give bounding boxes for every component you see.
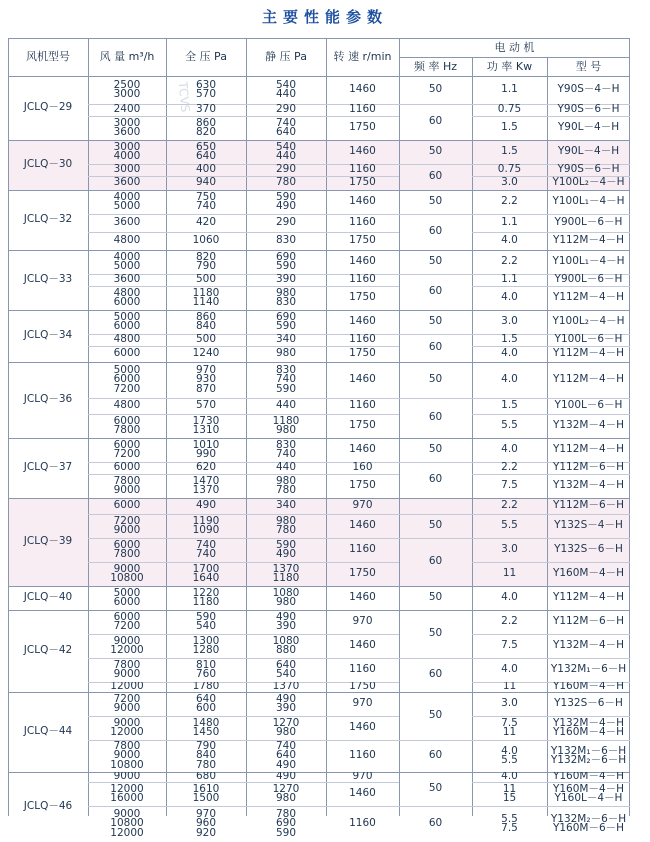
fan-model-cell: JCLQ－36 bbox=[23, 393, 73, 406]
total-pressure-cell: 640 600 bbox=[195, 692, 217, 714]
power-cell: 2.2 bbox=[501, 462, 518, 474]
power-cell: 2.2 bbox=[501, 499, 518, 512]
speed-cell: 1160 bbox=[349, 749, 376, 762]
motor-type-cell: Y90L－4－H bbox=[557, 121, 620, 134]
power-cell: 2.2 bbox=[501, 615, 518, 628]
speed-cell: 160 bbox=[352, 462, 373, 474]
speed-cell: 1750 bbox=[349, 419, 376, 432]
motor-type-cell: Y90S－6－H bbox=[557, 164, 620, 176]
speed-cell: 1750 bbox=[349, 347, 376, 360]
total-pressure-cell: 940 bbox=[195, 176, 217, 189]
motor-type-cell: Y160M－4－H bbox=[552, 682, 625, 692]
motor-type-cell: Y112M－4－H bbox=[552, 373, 625, 386]
motor-type-cell: Y132M₂－6－H Y160M－6－H bbox=[550, 812, 627, 834]
total-pressure-cell: 1060 bbox=[192, 234, 220, 247]
airflow-cell: 7800 9000 10800 bbox=[110, 740, 144, 771]
static-pressure-cell: 640 540 bbox=[275, 658, 297, 680]
fan-model-cell: JCLQ－29 bbox=[23, 101, 73, 114]
frequency-cell: 50 bbox=[428, 195, 443, 208]
power-cell: 4.0 bbox=[501, 663, 518, 676]
speed-cell: 970 bbox=[352, 772, 373, 782]
airflow-cell: 2500 3000 bbox=[113, 78, 141, 100]
static-pressure-cell: 490 390 bbox=[275, 692, 297, 714]
total-pressure-cell: 500 bbox=[195, 274, 217, 286]
airflow-cell: 3600 bbox=[113, 176, 141, 189]
static-pressure-cell: 830 740 bbox=[275, 438, 297, 460]
frequency-cell: 50 bbox=[428, 83, 443, 96]
power-cell: 4.0 bbox=[501, 234, 518, 247]
airflow-cell: 7800 9000 bbox=[113, 658, 141, 680]
speed-cell: 1460 bbox=[349, 787, 376, 800]
motor-type-cell: Y160M－4－H Y160L－4－H bbox=[552, 782, 625, 804]
airflow-cell: 4800 bbox=[113, 399, 141, 412]
total-pressure-cell: 370 bbox=[195, 104, 217, 116]
total-pressure-cell: 1300 1280 bbox=[192, 634, 220, 656]
static-pressure-cell: 1270 980 bbox=[272, 716, 300, 738]
static-pressure-cell: 540 440 bbox=[275, 78, 297, 100]
power-cell: 7.5 bbox=[501, 639, 518, 652]
frequency-cell: 50 bbox=[428, 782, 443, 795]
airflow-cell: 6000 bbox=[113, 499, 141, 512]
total-pressure-cell: 1470 1370 bbox=[192, 474, 220, 496]
power-cell: 4.0 bbox=[501, 347, 518, 360]
power-cell: 0.75 bbox=[497, 164, 522, 176]
airflow-cell: 6000 7200 bbox=[113, 610, 141, 632]
motor-type-cell: Y132M₁－6－H Y132M₂－6－H bbox=[550, 744, 627, 766]
airflow-cell: 9000 10800 12000 bbox=[110, 807, 144, 839]
fan-model-cell: JCLQ－46 bbox=[23, 800, 73, 813]
static-pressure-cell: 490 390 bbox=[275, 610, 297, 632]
motor-type-cell: Y160M－4－H bbox=[552, 567, 625, 580]
power-cell: 7.5 11 bbox=[501, 716, 518, 738]
motor-type-cell: Y100L－6－H bbox=[554, 399, 623, 412]
speed-cell: 1750 bbox=[349, 479, 376, 492]
total-pressure-cell: 750 740 bbox=[195, 190, 217, 212]
static-pressure-cell: 1370 1180 bbox=[272, 562, 300, 584]
motor-type-cell: Y112M－4－H bbox=[552, 347, 625, 360]
motor-type-cell: Y132S－4－H bbox=[554, 519, 623, 532]
speed-cell: 1460 bbox=[349, 83, 376, 96]
power-cell: 3.0 bbox=[501, 315, 518, 328]
power-cell: 1.1 bbox=[501, 216, 518, 229]
speed-cell: 970 bbox=[352, 499, 373, 512]
static-pressure-cell: 590 490 bbox=[275, 538, 297, 560]
airflow-cell: 6000 bbox=[113, 462, 141, 474]
motor-type-cell: Y132M－4－H bbox=[552, 419, 625, 432]
airflow-cell: 4000 5000 bbox=[113, 250, 141, 272]
motor-type-cell: Y112M－4－H bbox=[552, 443, 625, 456]
motor-type-cell: Y132S－6－H bbox=[554, 697, 623, 710]
speed-cell: 1460 bbox=[349, 591, 376, 604]
airflow-cell: 3600 bbox=[113, 274, 141, 286]
power-cell: 2.2 bbox=[501, 195, 518, 208]
power-cell: 1.1 bbox=[501, 83, 518, 96]
power-cell: 5.5 bbox=[501, 519, 518, 532]
total-pressure-cell: 970 960 920 bbox=[195, 807, 217, 839]
motor-type-cell: Y112M－6－H bbox=[552, 499, 625, 512]
frequency-cell: 50 bbox=[428, 145, 443, 158]
frequency-cell: 50 bbox=[428, 315, 443, 328]
total-pressure-cell: 570 bbox=[195, 399, 217, 412]
motor-type-cell: Y100L₁－4－H bbox=[552, 255, 625, 268]
header-static-pressure: 静 压 Pa bbox=[265, 50, 307, 64]
static-pressure-cell: 440 bbox=[275, 399, 297, 412]
motor-type-cell: Y90S－4－H bbox=[557, 83, 620, 96]
airflow-cell: 6000 7800 bbox=[113, 414, 141, 436]
static-pressure-cell: 980 780 bbox=[275, 514, 297, 536]
header-speed: 转 速 r/min bbox=[333, 50, 392, 64]
header-total-pressure: 全 压 Pa bbox=[185, 50, 227, 64]
speed-cell: 1460 bbox=[349, 255, 376, 268]
static-pressure-cell: 740 640 bbox=[275, 116, 297, 138]
speed-cell: 1460 bbox=[349, 639, 376, 652]
performance-table bbox=[8, 38, 630, 839]
power-cell: 5.5 bbox=[501, 419, 518, 432]
power-cell: 5.5 7.5 bbox=[501, 812, 518, 834]
airflow-cell: 9000 bbox=[113, 772, 141, 782]
frequency-cell: 60 bbox=[428, 555, 443, 568]
airflow-cell: 6000 7800 bbox=[113, 538, 141, 560]
static-pressure-cell: 1080 880 bbox=[272, 634, 300, 656]
power-cell: 3.0 bbox=[501, 176, 518, 189]
speed-cell: 1160 bbox=[349, 543, 376, 556]
speed-cell: 1460 bbox=[349, 145, 376, 158]
total-pressure-cell: 810 760 bbox=[195, 658, 217, 680]
airflow-cell: 12000 bbox=[110, 682, 144, 692]
fan-model-cell: JCLQ－42 bbox=[23, 644, 73, 657]
power-cell: 4.0 bbox=[501, 373, 518, 386]
fan-model-cell: JCLQ－32 bbox=[23, 213, 73, 226]
motor-type-cell: Y900L－6－H bbox=[554, 274, 623, 286]
motor-type-cell: Y100L－6－H bbox=[554, 334, 623, 346]
total-pressure-cell: 1220 1180 bbox=[192, 586, 220, 608]
frequency-cell: 60 bbox=[428, 668, 443, 681]
airflow-cell: 6000 bbox=[113, 347, 141, 360]
frequency-cell: 50 bbox=[428, 627, 443, 640]
motor-type-cell: Y112M－6－H bbox=[552, 462, 625, 474]
frequency-cell: 60 bbox=[428, 411, 443, 424]
watermark: TCVS bbox=[175, 81, 193, 113]
power-cell: 7.5 bbox=[501, 479, 518, 492]
speed-cell: 1160 bbox=[349, 164, 376, 176]
header-airflow: 风 量 m³/h bbox=[99, 50, 155, 64]
power-cell: 11 15 bbox=[502, 782, 517, 804]
static-pressure-cell: 980 830 bbox=[275, 286, 297, 308]
speed-cell: 1460 bbox=[349, 519, 376, 532]
speed-cell: 1160 bbox=[349, 104, 376, 116]
total-pressure-cell: 590 540 bbox=[195, 610, 217, 632]
speed-cell: 1460 bbox=[349, 315, 376, 328]
total-pressure-cell: 630 570 bbox=[195, 78, 217, 100]
motor-type-cell: Y100L₂－4－H bbox=[552, 176, 625, 189]
frequency-cell: 60 bbox=[428, 225, 443, 238]
power-cell: 1.5 bbox=[501, 121, 518, 134]
airflow-cell: 2400 bbox=[113, 104, 141, 116]
motor-type-cell: Y132M₁－6－H bbox=[550, 663, 627, 676]
power-cell: 4.0 bbox=[501, 291, 518, 304]
static-pressure-cell: 290 bbox=[275, 216, 297, 229]
speed-cell: 1750 bbox=[349, 682, 376, 692]
speed-cell: 970 bbox=[352, 615, 373, 628]
frequency-cell: 60 bbox=[428, 341, 443, 354]
fan-model-cell: JCLQ－37 bbox=[23, 461, 73, 474]
airflow-cell: 4800 bbox=[113, 234, 141, 247]
airflow-cell: 12000 16000 bbox=[110, 782, 144, 804]
motor-type-cell: Y132M－4－H Y160M－4－H bbox=[552, 716, 625, 738]
frequency-cell: 60 bbox=[428, 817, 443, 830]
total-pressure-cell: 650 640 bbox=[195, 140, 217, 162]
motor-type-cell: Y100L₂－4－H bbox=[552, 315, 625, 328]
motor-type-cell: Y900L－6－H bbox=[554, 216, 623, 229]
airflow-cell: 3600 bbox=[113, 216, 141, 229]
power-cell: 11 bbox=[502, 682, 517, 692]
total-pressure-cell: 790 840 780 bbox=[195, 740, 217, 771]
fan-model-cell: JCLQ－44 bbox=[23, 725, 73, 738]
airflow-cell: 6000 7200 bbox=[113, 438, 141, 460]
motor-type-cell: Y100L₁－4－H bbox=[552, 195, 625, 208]
total-pressure-cell: 490 bbox=[195, 499, 217, 512]
speed-cell: 1750 bbox=[349, 291, 376, 304]
airflow-cell: 7800 9000 bbox=[113, 474, 141, 496]
airflow-cell: 5000 6000 bbox=[113, 586, 141, 608]
total-pressure-cell: 820 790 bbox=[195, 250, 217, 272]
motor-type-cell: Y132M－4－H bbox=[552, 639, 625, 652]
airflow-cell: 9000 10800 bbox=[110, 562, 144, 584]
motor-type-cell: Y112M－4－H bbox=[552, 291, 625, 304]
power-cell: 3.0 bbox=[501, 543, 518, 556]
total-pressure-cell: 860 840 bbox=[195, 310, 217, 332]
frequency-cell: 60 bbox=[428, 285, 443, 298]
total-pressure-cell: 680 bbox=[195, 772, 217, 782]
motor-type-cell: Y160M－4－H bbox=[552, 772, 625, 782]
total-pressure-cell: 740 740 bbox=[195, 538, 217, 560]
static-pressure-cell: 780 bbox=[275, 176, 297, 189]
power-cell: 1.5 bbox=[501, 145, 518, 158]
static-pressure-cell: 290 bbox=[275, 104, 297, 116]
frequency-cell: 50 bbox=[428, 709, 443, 722]
fan-model-cell: JCLQ－39 bbox=[23, 535, 73, 548]
fan-model-cell: JCLQ－33 bbox=[23, 273, 73, 286]
header-frequency: 频 率 Hz bbox=[413, 59, 458, 73]
power-cell: 4.0 bbox=[501, 443, 518, 456]
static-pressure-cell: 590 490 bbox=[275, 190, 297, 212]
total-pressure-cell: 860 820 bbox=[195, 116, 217, 138]
total-pressure-cell: 1480 1450 bbox=[192, 716, 220, 738]
power-cell: 4.0 5.5 bbox=[501, 744, 518, 766]
total-pressure-cell: 1190 1090 bbox=[192, 514, 220, 536]
speed-cell: 1460 bbox=[349, 373, 376, 386]
power-cell: 4.0 bbox=[501, 591, 518, 604]
total-pressure-cell: 970 930 870 bbox=[195, 363, 217, 395]
static-pressure-cell: 1270 980 bbox=[272, 782, 300, 804]
power-cell: 2.2 bbox=[501, 255, 518, 268]
static-pressure-cell: 980 bbox=[275, 347, 297, 360]
fan-model-cell: JCLQ－30 bbox=[23, 158, 73, 171]
static-pressure-cell: 980 780 bbox=[275, 474, 297, 496]
motor-type-cell: Y90L－4－H bbox=[557, 145, 620, 158]
speed-cell: 1750 bbox=[349, 121, 376, 134]
power-cell: 0.75 bbox=[497, 104, 522, 116]
static-pressure-cell: 340 bbox=[275, 334, 297, 346]
total-pressure-cell: 1700 1640 bbox=[192, 562, 220, 584]
speed-cell: 1160 bbox=[349, 817, 376, 830]
airflow-cell: 7200 9000 bbox=[113, 514, 141, 536]
total-pressure-cell: 1240 bbox=[192, 347, 220, 360]
speed-cell: 1460 bbox=[349, 721, 376, 734]
power-cell: 11 bbox=[502, 567, 517, 580]
power-cell: 1.5 bbox=[501, 334, 518, 346]
page-title: 主要性能参数 bbox=[261, 8, 388, 26]
speed-cell: 1160 bbox=[349, 216, 376, 229]
total-pressure-cell: 420 bbox=[195, 216, 217, 229]
total-pressure-cell: 1780 bbox=[192, 682, 220, 692]
header-model: 风机型号 bbox=[26, 50, 70, 64]
airflow-cell: 4000 5000 bbox=[113, 190, 141, 212]
static-pressure-cell: 1180 980 bbox=[272, 414, 300, 436]
airflow-cell: 3000 3600 bbox=[113, 116, 141, 138]
airflow-cell: 7200 9000 bbox=[113, 692, 141, 714]
static-pressure-cell: 780 690 590 bbox=[275, 807, 297, 839]
motor-type-cell: Y112M－4－H bbox=[552, 591, 625, 604]
speed-cell: 1750 bbox=[349, 567, 376, 580]
static-pressure-cell: 390 bbox=[275, 274, 297, 286]
power-cell: 4.0 bbox=[501, 772, 518, 782]
header-power: 功 率 Kw bbox=[486, 59, 533, 73]
static-pressure-cell: 490 bbox=[275, 772, 297, 782]
motor-type-cell: Y132S－6－H bbox=[554, 543, 623, 556]
frequency-cell: 50 bbox=[428, 519, 443, 532]
speed-cell: 1750 bbox=[349, 234, 376, 247]
airflow-cell: 3000 4000 bbox=[113, 140, 141, 162]
speed-cell: 970 bbox=[352, 697, 373, 710]
power-cell: 1.1 bbox=[501, 274, 518, 286]
airflow-cell: 9000 12000 bbox=[110, 716, 144, 738]
static-pressure-cell: 290 bbox=[275, 164, 297, 176]
header-motor: 电 动 机 bbox=[494, 40, 535, 54]
static-pressure-cell: 740 640 490 bbox=[275, 740, 297, 771]
total-pressure-cell: 620 bbox=[195, 462, 217, 474]
airflow-cell: 4800 6000 bbox=[113, 286, 141, 308]
static-pressure-cell: 830 740 590 bbox=[275, 363, 297, 395]
speed-cell: 1160 bbox=[349, 274, 376, 286]
header-motor-type: 型 号 bbox=[575, 59, 602, 73]
power-cell: 1.5 bbox=[501, 399, 518, 412]
frequency-cell: 50 bbox=[428, 591, 443, 604]
static-pressure-cell: 1370 bbox=[272, 682, 300, 692]
airflow-cell: 3000 bbox=[113, 164, 141, 176]
static-pressure-cell: 830 bbox=[275, 234, 297, 247]
static-pressure-cell: 540 440 bbox=[275, 140, 297, 162]
motor-type-cell: Y112M－6－H bbox=[552, 615, 625, 628]
total-pressure-cell: 1610 1500 bbox=[192, 782, 220, 804]
static-pressure-cell: 690 590 bbox=[275, 250, 297, 272]
total-pressure-cell: 1010 990 bbox=[192, 438, 220, 460]
airflow-cell: 9000 12000 bbox=[110, 634, 144, 656]
frequency-cell: 60 bbox=[428, 749, 443, 762]
static-pressure-cell: 440 bbox=[275, 462, 297, 474]
speed-cell: 1160 bbox=[349, 334, 376, 346]
motor-type-cell: Y90S－6－H bbox=[557, 104, 620, 116]
power-cell: 3.0 bbox=[501, 697, 518, 710]
total-pressure-cell: 1730 1310 bbox=[192, 414, 220, 436]
motor-type-cell: Y132M－4－H bbox=[552, 479, 625, 492]
airflow-cell: 5000 6000 7200 bbox=[113, 363, 141, 395]
static-pressure-cell: 690 590 bbox=[275, 310, 297, 332]
frequency-cell: 60 bbox=[428, 473, 443, 486]
frequency-cell: 50 bbox=[428, 373, 443, 386]
frequency-cell: 50 bbox=[428, 443, 443, 456]
total-pressure-cell: 1180 1140 bbox=[192, 286, 220, 308]
speed-cell: 1460 bbox=[349, 195, 376, 208]
fan-model-cell: JCLQ－34 bbox=[23, 329, 73, 342]
speed-cell: 1750 bbox=[349, 176, 376, 189]
speed-cell: 1160 bbox=[349, 399, 376, 412]
total-pressure-cell: 400 bbox=[195, 164, 217, 176]
frequency-cell: 60 bbox=[428, 170, 443, 183]
frequency-cell: 50 bbox=[428, 255, 443, 268]
airflow-cell: 4800 bbox=[113, 334, 141, 346]
airflow-cell: 5000 6000 bbox=[113, 310, 141, 332]
speed-cell: 1160 bbox=[349, 663, 376, 676]
static-pressure-cell: 340 bbox=[275, 499, 297, 512]
total-pressure-cell: 500 bbox=[195, 334, 217, 346]
static-pressure-cell: 1080 980 bbox=[272, 586, 300, 608]
frequency-cell: 60 bbox=[428, 115, 443, 128]
speed-cell: 1460 bbox=[349, 443, 376, 456]
motor-type-cell: Y112M－4－H bbox=[552, 234, 625, 247]
fan-model-cell: JCLQ－40 bbox=[23, 591, 73, 604]
frequency-cell bbox=[399, 498, 472, 514]
